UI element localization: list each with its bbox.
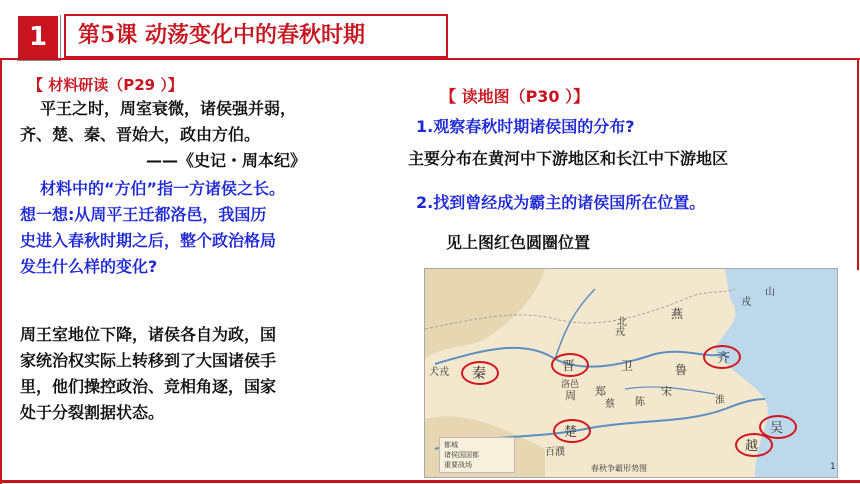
legend-item-2: 诸侯国国都	[444, 451, 479, 459]
state-zhou: 周	[565, 389, 576, 402]
question-line-4: 发生什么样的变化?	[20, 257, 158, 276]
quote-line-2: 齐、楚、秦、晋始大，政由方伯。	[20, 125, 261, 144]
state-lu: 鲁	[675, 363, 688, 377]
label-baipu: 百濮	[545, 447, 565, 458]
state-zheng: 郑	[595, 385, 606, 398]
sea-area	[715, 269, 837, 477]
state-yue: 越	[745, 439, 759, 454]
lesson-title: 第5课 动荡变化中的春秋时期	[78, 22, 365, 48]
header-divider	[0, 58, 860, 60]
map-question-1: 1.观察春秋时期诸侯国的分布?	[416, 117, 635, 136]
state-wu: 吴	[770, 421, 784, 436]
page-number: 1	[830, 462, 836, 472]
legend-item-3: 重要战场	[444, 461, 472, 469]
state-jin: 晋	[562, 359, 576, 374]
quote-source: ——《史记・周本纪》	[146, 151, 307, 170]
answer-line-1: 周王室地位下降，诸侯各自为政，国	[20, 325, 277, 344]
city-luoyi: 洛邑	[561, 380, 580, 390]
map-answer-2: 见上图红色圆圈位置	[446, 233, 591, 252]
spring-autumn-map	[424, 268, 838, 478]
state-chu: 楚	[564, 425, 578, 440]
legend-item-1: 都城	[444, 441, 458, 449]
label-rong2: 戎	[615, 327, 625, 338]
question-line-1: 材料中的“方伯”指一方诸侯之长。	[40, 179, 286, 198]
state-yan: 燕	[671, 307, 684, 321]
river-north	[555, 289, 595, 359]
material-reading-label: 【 材料研读（P29 ）】	[28, 76, 183, 94]
answer-line-4: 处于分裂割据状态。	[20, 403, 165, 422]
state-wei: 卫	[621, 359, 634, 373]
frame-bottom	[0, 480, 860, 483]
frame-left	[0, 60, 2, 484]
label-bei: 北	[617, 317, 627, 328]
label-rong: 戎	[741, 297, 751, 308]
map-answer-1: 主要分布在黄河中下游地区和长江中下游地区	[408, 149, 729, 168]
read-map-label: 【 读地图（P30 ）】	[440, 87, 590, 106]
section-number: 1	[16, 14, 60, 60]
terrain-northwest	[425, 269, 545, 359]
frame-right	[857, 60, 859, 270]
state-qi: 齐	[717, 351, 731, 366]
answer-line-2: 家统治权实际上转移到了大国诸侯手	[20, 351, 277, 370]
quote-line-1: 平王之时，周室衰微，诸侯强并弱，	[40, 99, 297, 118]
map-question-2: 2.找到曾经成为霸主的诸侯国所在位置。	[416, 193, 706, 212]
state-song: 宋	[661, 385, 672, 398]
state-qin: 秦	[472, 366, 486, 382]
state-chen: 陈	[635, 397, 645, 408]
state-cai: 蔡	[605, 399, 615, 410]
question-line-3: 史进入春秋时期之后，整个政治格局	[20, 231, 277, 250]
label-huai: 淮	[715, 395, 725, 406]
label-quanrong: 犬戎	[429, 367, 449, 378]
map-caption: 春秋争霸形势图	[591, 464, 647, 473]
map-legend	[439, 437, 515, 473]
answer-line-3: 里，他们操控政治、竞相角逐，国家	[20, 377, 277, 396]
question-line-2: 想一想:从周平王迁都洛邑，我国历	[20, 205, 267, 224]
label-shan: 山	[765, 287, 775, 298]
